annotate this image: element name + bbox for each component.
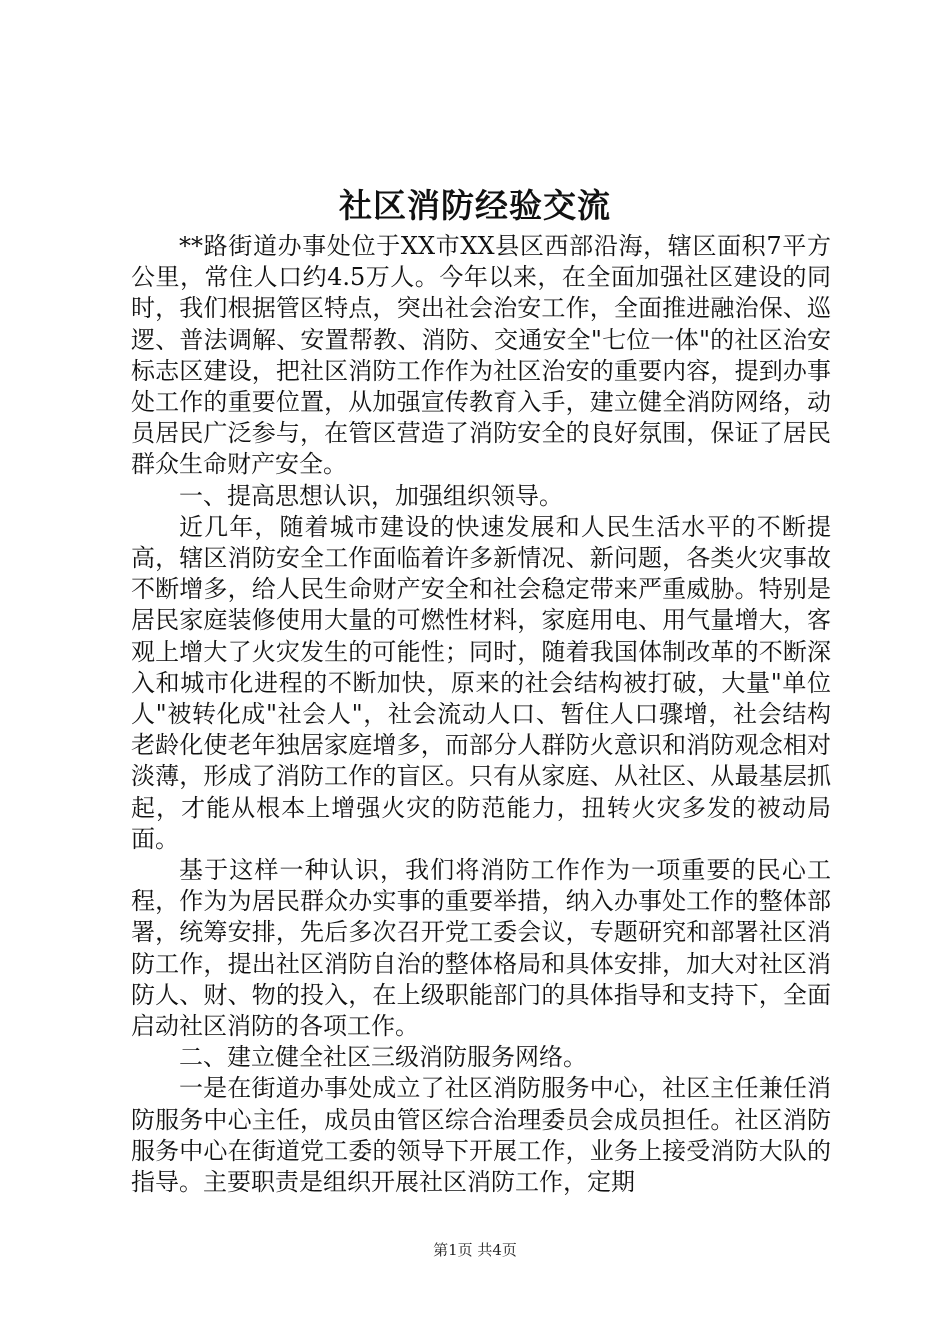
paragraph-approach: 基于这样一种认识，我们将消防工作作为一项重要的民心工程，作为为居民群众办实事的重要举措，纳入办事处工作的整体部署，统筹安排，先后多次召开党工委会议，专题研究和部署社区消防工作，提出社区消防自治的整体格局和具体安排，加大对社区消防人、财、物的投入，在上级职能部门的具体指导和支持下，全面启动社区消防的各项工作。	[131, 856, 831, 1041]
document-title: 社区消防经验交流	[339, 186, 611, 225]
page-footer: 第1页 共4页	[433, 1241, 517, 1259]
section-heading-1: 一、提高思想认识，加强组织领导。	[179, 481, 563, 510]
paragraph-intro: **路街道办事处位于XX市XX县区西部沿海，辖区面积7平方公里，常住人口约4.5万人。今年以来，在全面加强社区建设的同时，我们根据管区特点，突出社会治安工作，全面推进融治保、巡逻、普法调解、安置帮教、消防、交通安全"七位一体"的社区治安标志区建设，把社区消防工作作为社区治安的重要内容，提到办事处工作的重要位置，从加强宣传教育入手，建立健全消防网络，动员居民广泛参与，在管区营造了消防安全的良好氛围，保证了居民群众生命财产安全。	[131, 232, 831, 479]
section-heading-2: 二、建立健全社区三级消防服务网络。	[179, 1043, 587, 1072]
paragraph-network: 一是在街道办事处成立了社区消防服务中心，社区主任兼任消防服务中心主任，成员由管区综合治理委员会成员担任。社区消防服务中心在街道党工委的领导下开展工作，业务上接受消防大队的指导。主要职责是组织开展社区消防工作，定期	[131, 1074, 831, 1197]
paragraph-background: 近几年，随着城市建设的快速发展和人民生活水平的不断提高，辖区消防安全工作面临着许多新情况、新问题，各类火灾事故不断增多，给人民生命财产安全和社会稳定带来严重威胁。特别是居民家庭装修使用大量的可燃性材料，家庭用电、用气量增大，客观上增大了火灾发生的可能性；同时，随着我国体制改革的不断深入和城市化进程的不断加快，原来的社会结构被打破，大量"单位人"被转化成"社会人"，社会流动人口、暂住人口骤增，社会结构老龄化使老年独居家庭增多，而部分人群防火意识和消防观念相对淡薄，形成了消防工作的盲区。只有从家庭、从社区、从最基层抓起，才能从根本上增强火灾的防范能力，扭转火灾多发的被动局面。	[131, 512, 831, 853]
document-body	[131, 231, 831, 1198]
